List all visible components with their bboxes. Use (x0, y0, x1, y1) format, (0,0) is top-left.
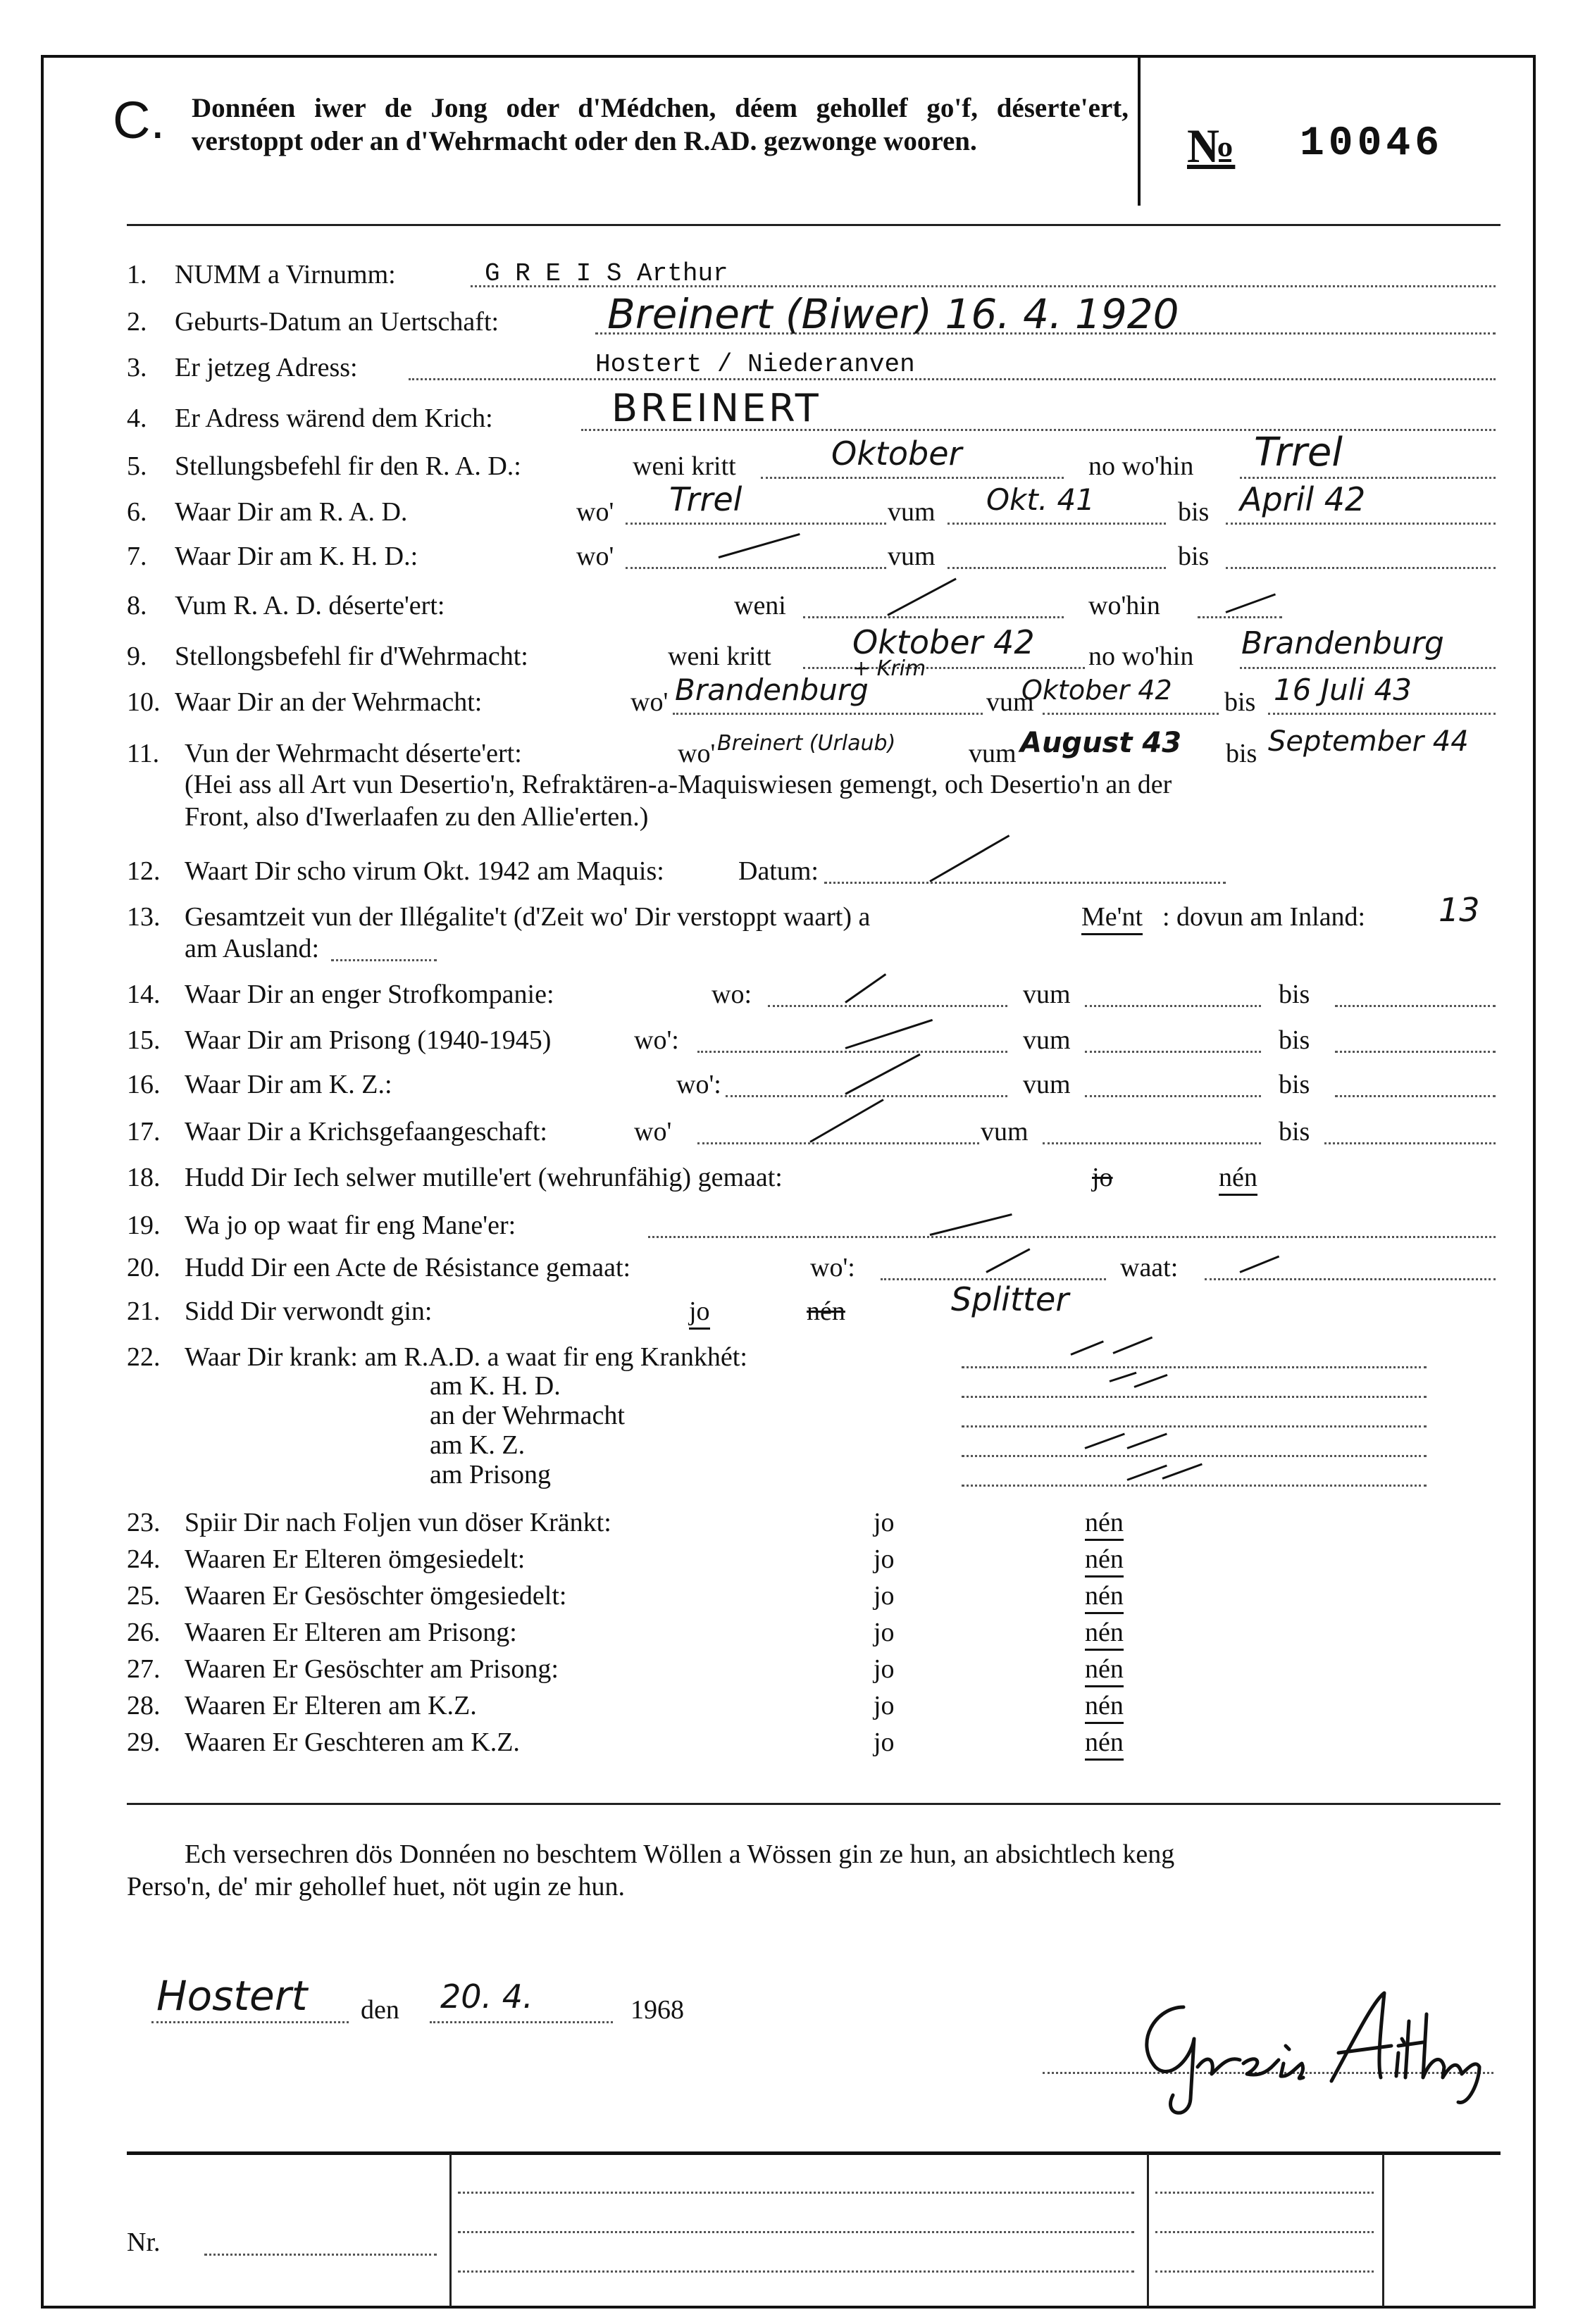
item-number: 4. (127, 404, 147, 433)
where-label: wo: (712, 980, 752, 1009)
no-option-selected: nén (1085, 1617, 1124, 1651)
birth-value: Breinert (Biwer) 16. 4. 1920 (607, 290, 1179, 338)
resistance-label: Hudd Dir een Acte de Résistance gemaat: (185, 1253, 631, 1282)
illegal-time-label: Gesamtzeit vun der Illégalite't (d'Zeit wo' Dir verstoppt waart) a (185, 902, 871, 932)
when-label: weni kritt (668, 642, 771, 671)
from-label: vum (1023, 1070, 1071, 1099)
what-label: waat: (1120, 1253, 1179, 1282)
inland-label: : dovun am Inland: (1162, 902, 1366, 932)
wounded-value: Splitter (951, 1280, 1069, 1318)
footer-line (458, 2192, 1134, 2194)
footer-line (458, 2231, 1134, 2233)
no-option-selected: nén (1219, 1162, 1257, 1196)
from-label: vum (981, 1117, 1029, 1147)
item-number: 22. (127, 1342, 161, 1372)
until-label: bis (1279, 1070, 1310, 1099)
war-address-label: Er Adress wärend dem Krich: (175, 404, 493, 433)
where-label: wo' (576, 542, 614, 571)
where-label: wo': (676, 1070, 721, 1099)
khd-label: Waar Dir am K. H. D.: (175, 542, 418, 571)
until-label: bis (1279, 1025, 1310, 1055)
maquis-label: Waart Dir scho virum Okt. 1942 am Maquis: (185, 856, 664, 886)
manner-label: Wa jo op waat fir eng Mane'er: (185, 1211, 516, 1240)
item-number: 15. (127, 1025, 161, 1055)
item-number: 6. (127, 497, 147, 527)
declaration-line1: Ech versechren dös Donnéen no beschtem Wöllen a Wössen gin ze hun, an absichtlech keng (185, 1839, 1175, 1869)
from-label: vum (969, 739, 1017, 768)
inland-months-value: 13 (1439, 891, 1480, 929)
no-option-selected: nén (1085, 1690, 1124, 1724)
desertion-note-line1: (Hei ass all Art vun Desertio'n, Refraktären-a-Maquiswiesen gemengt, och Desertio'n an der (185, 770, 1172, 799)
form-number: 10046 (1300, 121, 1444, 167)
where-label: wo': (810, 1253, 855, 1282)
nr-label: Nr. (127, 2228, 161, 2257)
illness-wehrmacht-label: an der Wehrmacht (430, 1401, 625, 1430)
desertion-note-line2: Front, also d'Iwerlaafen zu den Allie'erten.) (185, 802, 649, 832)
rad-until-value: April 42 (1240, 480, 1366, 518)
item-number: 29. (127, 1728, 161, 1757)
no-option-selected: nén (1085, 1544, 1124, 1578)
item-number: 3. (127, 353, 147, 382)
illness-label: Waar Dir krank: am R.A.D. a waat fir eng Krankhét: (185, 1342, 747, 1372)
item-number: 9. (127, 642, 147, 671)
illness-khd-label: am K. H. D. (430, 1371, 561, 1401)
war-address-value: BREINERT (611, 386, 821, 430)
prison-label: Waar Dir am Prisong (1940-1945) (185, 1025, 552, 1055)
parents-camp-label: Waaren Er Elteren am K.Z. (185, 1691, 477, 1720)
yes-option: jo (874, 1691, 895, 1720)
item-number: 20. (127, 1253, 161, 1282)
wehrmacht-where-extra: + Krim (852, 656, 926, 681)
wehrmacht-desertion-label: Vun der Wehrmacht déserte'ert: (185, 739, 522, 768)
no-option: nén (807, 1297, 845, 1326)
section-title: Donnéen iwer de Jong oder d'Médchen, déem gehollef go'f, déserte'ert, verstoppt oder an d'Wehrmacht oder den R.AD. gezwonge wooren. (192, 93, 1129, 156)
wehrmacht-desertion-until-value: September 44 (1268, 725, 1469, 758)
footer-line (1155, 2270, 1374, 2273)
from-label: vum (1023, 1025, 1071, 1055)
parents-resettled-label: Waaren Er Elteren ömgesiedelt: (185, 1544, 526, 1574)
footer-line (1155, 2231, 1374, 2233)
item-number: 10. (127, 687, 161, 717)
where-label: wo' (630, 687, 669, 717)
no-option-selected: nén (1085, 1727, 1124, 1761)
item-number: 1. (127, 260, 147, 289)
wehrmacht-order-label: Stellongsbefehl fir d'Wehrmacht: (175, 642, 528, 671)
illness-camp-label: am K. Z. (430, 1430, 526, 1460)
where-label: wo' (634, 1117, 672, 1147)
from-label: vum (986, 687, 1034, 717)
number-label: № (1187, 119, 1236, 173)
where-label: wo' (576, 497, 614, 527)
place-value: Hostert (156, 1972, 308, 2020)
wehrmacht-desertion-where-value: Breinert (Urlaub) (717, 731, 896, 756)
year-value: 1968 (630, 1995, 684, 2025)
item-number: 25. (127, 1581, 161, 1611)
item-number: 24. (127, 1544, 161, 1574)
item-number: 26. (127, 1618, 161, 1647)
parents-prison-label: Waaren Er Elteren am Prisong: (185, 1618, 517, 1647)
months-label: Me'nt (1081, 901, 1143, 935)
item-number: 11. (127, 739, 160, 768)
date-value: 20. 4. (440, 1978, 533, 2016)
birth-label: Geburts-Datum an Uertschaft: (175, 307, 499, 337)
footer-divider (449, 2154, 452, 2306)
wehrmacht-from-value: Oktober 42 (1021, 675, 1172, 706)
pow-label: Waar Dir a Krichsgefaangeschaft: (185, 1117, 547, 1147)
where-label: no wo'hin (1088, 451, 1194, 481)
footer-line (458, 2270, 1134, 2273)
item-number: 13. (127, 902, 161, 932)
wehrmacht-desertion-from-value: August 43 (1020, 727, 1182, 759)
wehrmacht-order-where-value: Brandenburg (1241, 625, 1444, 661)
rad-order-label: Stellungsbefehl fir den R. A. D.: (175, 451, 521, 481)
address-label: Er jetzeg Adress: (175, 353, 358, 382)
footer-rule (127, 2151, 1501, 2155)
rad-label: Waar Dir am R. A. D. (175, 497, 408, 527)
den-label: den (361, 1995, 399, 2025)
where-label: no wo'hin (1088, 642, 1194, 671)
item-number: 7. (127, 542, 147, 571)
name-label: NUMM a Virnumm: (175, 260, 396, 289)
wehrmacht-label: Waar Dir an der Wehrmacht: (175, 687, 483, 717)
item-number: 19. (127, 1211, 161, 1240)
item-number: 5. (127, 451, 147, 481)
rad-order-when-value: Oktober (831, 435, 962, 473)
section-letter: C. (113, 91, 165, 149)
when-label: weni (734, 591, 786, 620)
item-number: 14. (127, 980, 161, 1009)
until-label: bis (1178, 497, 1210, 527)
footer-divider (1147, 2154, 1149, 2306)
consequences-label: Spiir Dir nach Foljen vun döser Kränkt: (185, 1508, 611, 1537)
yes-option: jo (874, 1508, 895, 1537)
item-number: 12. (127, 856, 161, 886)
from-label: vum (1023, 980, 1071, 1009)
yes-option-selected: jo (689, 1296, 710, 1330)
where-label: wo'hin (1088, 591, 1160, 620)
footer-line (1155, 2192, 1374, 2194)
until-label: bis (1226, 739, 1257, 768)
wehrmacht-where-value: Brandenburg (675, 673, 869, 707)
until-label: bis (1279, 1117, 1310, 1147)
siblings-prison-label: Waaren Er Gesöschter am Prisong: (185, 1654, 559, 1684)
rad-desertion-label: Vum R. A. D. déserte'ert: (175, 591, 445, 620)
no-option-selected: nén (1085, 1580, 1124, 1614)
yes-option: jo (1092, 1163, 1113, 1192)
abroad-label: am Ausland: (185, 934, 320, 963)
signature-strokes (1147, 1993, 1479, 2113)
from-label: vum (888, 542, 936, 571)
siblings-camp-label: Waaren Er Geschteren am K.Z. (185, 1728, 520, 1757)
item-number: 23. (127, 1508, 161, 1537)
date-label: Datum: (738, 856, 819, 886)
siblings-resettled-label: Waaren Er Gesöschter ömgesiedelt: (185, 1581, 567, 1611)
illness-prison-label: am Prisong (430, 1460, 552, 1489)
yes-option: jo (874, 1581, 895, 1611)
where-label: wo': (634, 1025, 679, 1055)
item-number: 27. (127, 1654, 161, 1684)
name-value: G R E I S Arthur (485, 259, 728, 288)
where-label: wo' (678, 739, 716, 768)
item-number: 16. (127, 1070, 161, 1099)
self-mutilation-label: Hudd Dir Iech selwer mutille'ert (wehrunfähig) gemaat: (185, 1163, 783, 1192)
when-label: weni kritt (633, 451, 736, 481)
penal-company-label: Waar Dir an enger Strofkompanie: (185, 980, 554, 1009)
no-option-selected: nén (1085, 1507, 1124, 1541)
footer-divider (1382, 2154, 1384, 2306)
declaration-line2: Perso'n, de' mir gehollef huet, nöt ugin ze hun. (127, 1872, 626, 1901)
until-label: bis (1178, 542, 1210, 571)
camp-label: Waar Dir am K. Z.: (185, 1070, 392, 1099)
wounded-label: Sidd Dir verwondt gin: (185, 1297, 433, 1326)
item-number: 8. (127, 591, 147, 620)
item-number: 21. (127, 1297, 161, 1326)
until-label: bis (1224, 687, 1256, 717)
yes-option: jo (874, 1544, 895, 1574)
item-number: 28. (127, 1691, 161, 1720)
wehrmacht-until-value: 16 Juli 43 (1274, 673, 1412, 707)
address-value: Hostert / Niederanven (595, 350, 915, 379)
until-label: bis (1279, 980, 1310, 1009)
yes-option: jo (874, 1618, 895, 1647)
item-number: 2. (127, 307, 147, 337)
nr-line (204, 2254, 437, 2256)
item-number: 18. (127, 1163, 161, 1192)
yes-option: jo (874, 1728, 895, 1757)
from-label: vum (888, 497, 936, 527)
rad-from-value: Okt. 41 (986, 482, 1095, 517)
rad-where-value: Trrel (669, 480, 743, 518)
rad-order-where-value: Trrel (1254, 430, 1343, 475)
wehrmacht-order-when-value: Oktober 42 (852, 623, 1035, 661)
item-number: 17. (127, 1117, 161, 1147)
yes-option: jo (874, 1654, 895, 1684)
no-option-selected: nén (1085, 1654, 1124, 1687)
